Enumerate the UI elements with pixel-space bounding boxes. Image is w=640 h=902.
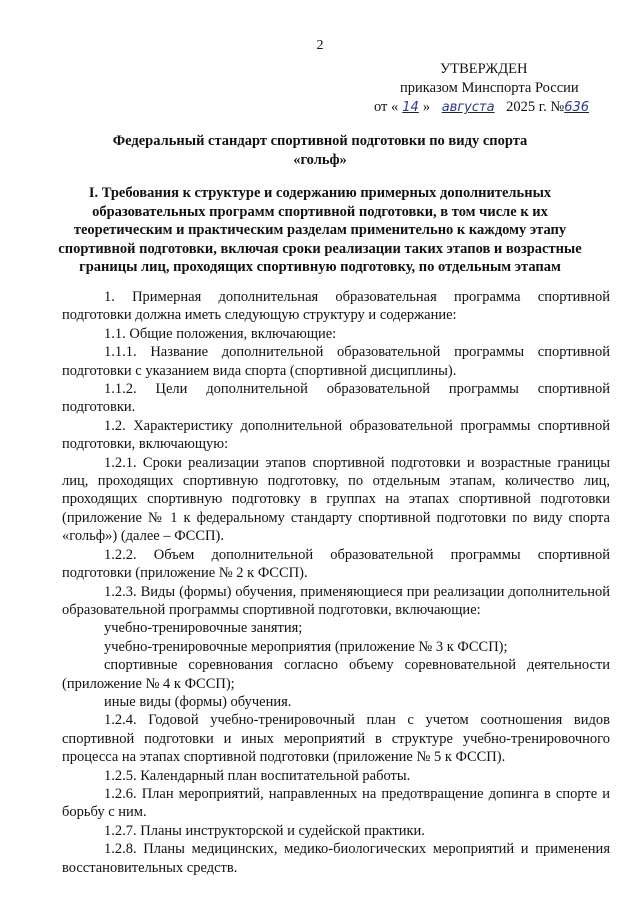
paragraph: 1.2.5. Календарный план воспитательной работы. [104,767,411,784]
title-line-1: Федеральный стандарт спортивной подготовки по виду спорта [112,133,528,149]
handwritten-order-number: 636 [564,100,590,115]
paragraph: 1.2.2. Объем дополнительной образовательной программы спортивной подготовки (приложение № 2 к ФССП). [62,546,610,582]
paragraph: 1.1.1. Название дополнительной образовательной программы спортивной подготовки с указанием вида спорта (спортивной дисциплины). [62,344,610,379]
paragraph: учебно-тренировочные занятия; [104,620,303,637]
page-number: 2 [316,38,324,53]
date-mid: » [422,99,431,115]
paragraph: 1.2.7. Планы инструкторской и судейской практики. [104,822,425,839]
paragraph: спортивные соревнования согласно объему соревновательной деятельности (приложение № 4 к ФССП); [62,657,610,692]
paragraph: иные виды (формы) обучения. [104,693,292,710]
handwritten-day: 14 [402,100,419,115]
paragraph: 1.2.3. Виды (формы) обучения, применяющиеся при реализации дополнительной образовательной программы спортивной подготовки, включающие: [62,583,610,618]
paragraph: учебно-тренировочные мероприятия (приложение № 3 к ФССП); [104,638,508,655]
handwritten-month: августа [441,100,495,115]
paragraph: 1. Примерная дополнительная образовательная программа спортивной подготовки должна иметь следующую структуру и содержание: [62,289,610,324]
title-line-2: «гольф» [293,152,347,168]
approval-order: приказом Минспорта России [400,80,579,96]
approval-title: УТВЕРЖДЕН [440,61,528,77]
date-prefix: от « [374,99,399,115]
date-year: 2025 г. № [506,99,565,115]
paragraph: 1.2.6. План мероприятий, направленных на предотвращение допинга в спорте и борьбу с ним. [62,785,610,821]
document-body [62,288,610,877]
paragraph: 1.2.4. Годовой учебно-тренировочный план с учетом соотношения видов спортивной подготовки и иных мероприятий в структуре учебно-тренировочного процесса на этапах спортивной подготовки (приложение № 5 к ФССП). [62,712,610,766]
approval-date-line [374,98,624,117]
document-title [60,132,580,170]
paragraph: 1.2.8. Планы медицинских, медико-биологических мероприятий и применения восстановительных средств. [62,841,610,876]
paragraph: 1.2. Характеристику дополнительной образовательной программы спортивной подготовки, включающую: [62,417,610,453]
paragraph: 1.1. Общие положения, включающие: [104,325,337,342]
approval-block [374,60,624,117]
paragraph: 1.2.1. Сроки реализации этапов спортивной подготовки и возрастные границы лиц, проходящих спортивную подготовку, по отдельным этапам, количество лиц, проходящих спортивную подготовку в группах на этапах спортивной подготовки (приложение № 1 к федеральному стандарту спортивной подготовки по виду спорта «гольф») (далее – ФССП). [62,454,610,545]
paragraph: 1.1.2. Цели дополнительной образовательной программы спортивной подготовки. [62,381,610,416]
section-heading: I. Требования к структуре и содержанию примерных дополнительных образовательных программ спортивной подготовки, в том числе к их теоретическим и практическим разделам применительно к каждому этапу спортивной подготовки, включая сроки реализации таких этапов и возрастные границы лиц, проходящих спортивную подготовку, по отдельным этапам [58,185,582,275]
